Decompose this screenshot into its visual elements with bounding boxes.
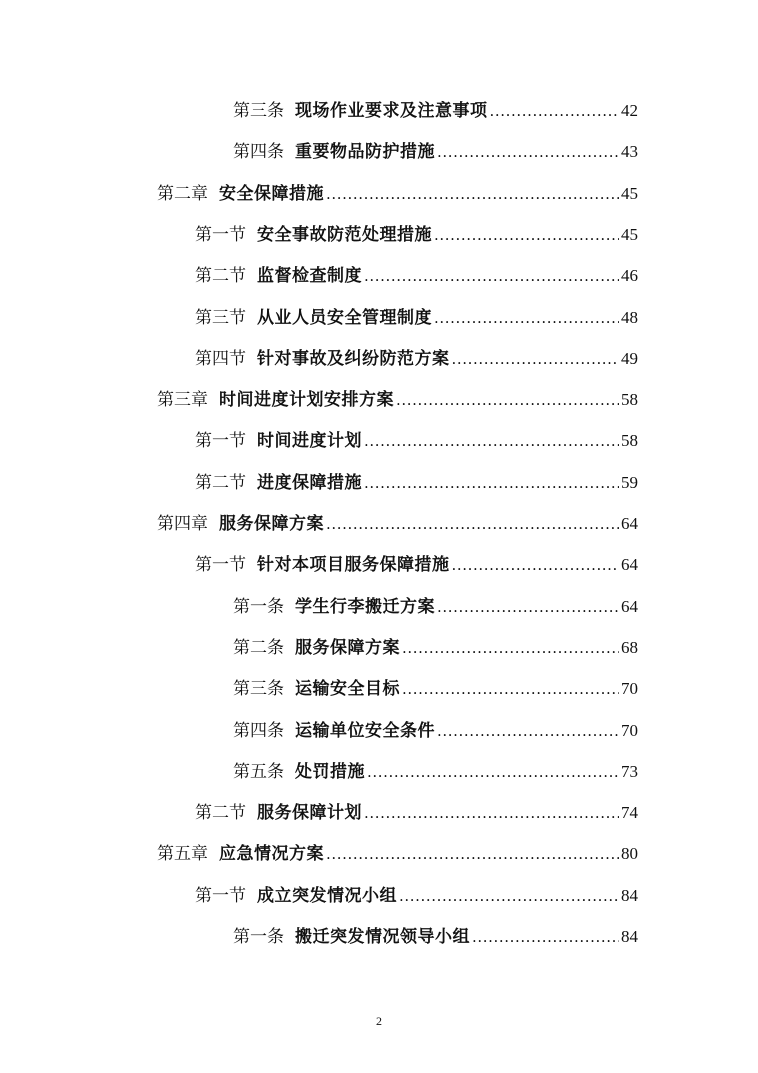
toc-entry-number: 第五章 — [157, 844, 208, 865]
toc-page-number: 74 — [621, 803, 638, 823]
toc-dot-leader — [452, 348, 620, 370]
toc-entry[interactable] — [195, 261, 638, 287]
toc-dot-leader — [326, 843, 619, 865]
toc-page-number: 58 — [621, 390, 638, 410]
toc-entry-title: 针对事故及纠纷防范方案 — [257, 348, 450, 369]
toc-entry-title: 处罚措施 — [295, 761, 365, 782]
toc-page-number: 43 — [621, 142, 638, 162]
toc-dot-leader — [364, 265, 619, 287]
toc-page-number: 84 — [621, 885, 638, 905]
toc-dot-leader — [399, 885, 619, 907]
toc-dot-leader — [452, 554, 620, 576]
toc-entry[interactable] — [195, 426, 638, 452]
toc-page-number: 42 — [621, 101, 638, 120]
toc-entry[interactable] — [157, 385, 638, 411]
toc-page-number: 59 — [621, 472, 638, 492]
toc-dot-leader — [402, 678, 619, 700]
toc-entry-number: 第二条 — [233, 637, 284, 658]
toc-entry-title: 应急情况方案 — [219, 844, 324, 865]
toc-entry[interactable] — [233, 96, 638, 122]
toc-entry[interactable] — [195, 550, 638, 576]
toc-entry[interactable] — [195, 344, 638, 370]
toc-page-number: 64 — [621, 555, 638, 575]
toc-entry[interactable] — [195, 220, 638, 246]
toc-entry-title: 服务保障方案 — [219, 514, 324, 534]
toc-entry-number: 第三条 — [233, 679, 284, 700]
toc-entry-number: 第三章 — [157, 390, 208, 411]
toc-entry[interactable] — [195, 468, 638, 494]
toc-entry[interactable] — [233, 922, 638, 948]
toc-entry[interactable] — [157, 509, 638, 535]
toc-page-number: 84 — [621, 927, 638, 946]
toc-entry[interactable] — [195, 303, 638, 329]
toc-entry-title: 服务保障计划 — [257, 803, 362, 824]
toc-entry[interactable] — [233, 633, 638, 659]
toc-dot-leader — [396, 389, 619, 411]
toc-dot-leader — [437, 141, 619, 163]
toc-entry-number: 第一节 — [195, 224, 246, 245]
toc-entry-number: 第二节 — [195, 472, 246, 493]
toc-entry[interactable] — [157, 179, 638, 205]
toc-dot-leader — [437, 596, 619, 618]
toc-dot-leader — [326, 183, 619, 205]
toc-entry-number: 第二节 — [195, 803, 246, 824]
toc-dot-leader — [472, 926, 619, 948]
toc-dot-leader — [434, 224, 619, 246]
toc-entry-title: 运输单位安全条件 — [295, 720, 435, 741]
toc-entry-title: 安全事故防范处理措施 — [257, 224, 432, 245]
toc-entry-title: 运输安全目标 — [295, 679, 400, 700]
toc-entry-title: 安全保障措施 — [219, 183, 324, 204]
toc-entry-title: 服务保障方案 — [295, 637, 400, 658]
page-number: 2 — [376, 1014, 382, 1028]
toc-page-number: 45 — [621, 224, 638, 244]
toc-dot-leader — [364, 472, 619, 494]
toc-dot-leader — [364, 430, 619, 452]
toc-entry-number: 第一节 — [195, 885, 246, 906]
toc-page-number: 64 — [621, 596, 638, 616]
toc-entry-number: 第四条 — [233, 142, 284, 163]
toc-entry-number: 第五条 — [233, 761, 284, 782]
toc-entry[interactable] — [157, 839, 638, 865]
toc-page-number: 70 — [621, 720, 638, 740]
toc-entry-number: 第二节 — [195, 266, 246, 287]
toc-entry-number: 第三节 — [195, 307, 246, 328]
toc-entry-number: 第四章 — [157, 514, 208, 534]
toc-entry-title: 时间进度计划安排方案 — [219, 390, 394, 411]
toc-page-number: 80 — [621, 844, 638, 864]
toc-entry-number: 第二章 — [157, 183, 208, 204]
toc-entry-number: 第一节 — [195, 431, 246, 452]
toc-entry-title: 搬迁突发情况领导小组 — [295, 927, 470, 947]
toc-entry-title: 进度保障措施 — [257, 472, 362, 493]
toc-entry-title: 学生行李搬迁方案 — [295, 596, 435, 617]
toc-entry[interactable] — [233, 716, 638, 742]
toc-dot-leader — [434, 307, 619, 329]
toc-entry-number: 第四节 — [195, 348, 246, 369]
toc-dot-leader — [402, 637, 619, 659]
toc-entry-title: 时间进度计划 — [257, 431, 362, 452]
toc-page-number: 68 — [621, 637, 638, 657]
toc-dot-leader — [490, 100, 620, 122]
toc-entry-title: 重要物品防护措施 — [295, 142, 435, 163]
toc-entry[interactable] — [195, 881, 638, 907]
toc-entry-title: 从业人员安全管理制度 — [257, 307, 432, 328]
toc-entry-number: 第一条 — [233, 927, 284, 947]
toc-entry[interactable] — [233, 757, 638, 783]
toc-page-number: 64 — [621, 514, 638, 533]
toc-dot-leader — [326, 513, 619, 535]
toc-page-number: 45 — [621, 183, 638, 203]
toc-entry[interactable] — [233, 674, 638, 700]
toc-entry-number: 第四条 — [233, 720, 284, 741]
toc-entry-number: 第一条 — [233, 596, 284, 617]
toc-page-number: 70 — [621, 679, 638, 699]
toc-page-number: 73 — [621, 761, 638, 781]
toc-entry-title: 针对本项目服务保障措施 — [257, 555, 450, 576]
toc-dot-leader — [437, 720, 619, 742]
toc-entry-title: 监督检查制度 — [257, 266, 362, 287]
toc-entry-title: 现场作业要求及注意事项 — [295, 101, 488, 121]
toc-entry-title: 成立突发情况小组 — [257, 885, 397, 906]
toc-entry[interactable] — [195, 798, 638, 824]
toc-page-number: 58 — [621, 431, 638, 451]
toc-entry[interactable] — [233, 137, 638, 163]
toc-page-number: 49 — [621, 348, 638, 368]
toc-entry-number: 第三条 — [233, 101, 284, 121]
toc-dot-leader — [367, 761, 619, 783]
toc-page-number: 46 — [621, 266, 638, 286]
toc-entry-number: 第一节 — [195, 555, 246, 576]
toc-page-number: 48 — [621, 307, 638, 327]
toc-dot-leader — [364, 802, 619, 824]
toc-entry[interactable] — [233, 592, 638, 618]
